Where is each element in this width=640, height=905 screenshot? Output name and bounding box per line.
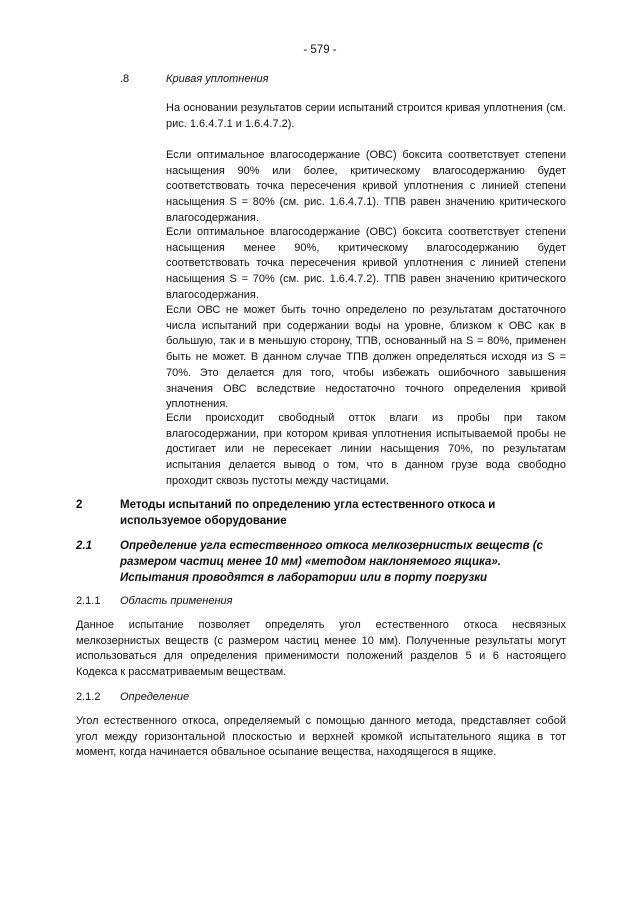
item-8-paragraph-1: На основании результатов серии испытаний строится кривая уплотнения (см. рис. 1.6.4.7.1 и 1.6.4.7.2).: [166, 102, 566, 130]
section-2-1-1-number: 2.1.1: [76, 595, 101, 607]
item-8-paragraph-5: Если происходит свободный отток влаги из пробы при таком влагосодержании, при котором кривая уплотнения испытываемой пробы не достигает или не пересекает линии насыщения 70%, по результатам испытания делается вывод о том, что в данном грузе вода свободно проходит сквозь пустоты между частицами.: [166, 412, 566, 487]
section-2-1-title: Определение угла естественного откоса мелкозернистых веществ (с размером частиц менее 10 мм) «методом наклоняемого ящика». Испытания проводятся в лаборатории или в порту погрузки: [120, 540, 543, 584]
section-2-number: 2: [76, 499, 83, 511]
item-8-number: .8: [120, 73, 130, 85]
section-2-1-1-text: Данное испытание позволяет определять угол естественного откоса несвязных мелкозернистых веществ (с размером частиц менее 10 мм). Полученные результаты могут использоваться для определения применимости положений разделов 5 и 6 настоящего Кодекса к рассматриваемым веществам.: [76, 619, 566, 679]
section-2-1-2-number: 2.1.2: [76, 691, 101, 703]
item-8-paragraph-2: Если оптимальное влагосодержание (ОВС) боксита соответствует степени насыщения 90% или более, критическому влагосодержанию будет соответствовать точка пересечения кривой уплотнения с линией степени насыщения S = 80% (см. рис. 1.6.4.7.1). ТПВ равен значению критического влагосодержания.: [166, 149, 566, 224]
item-8-title: Кривая уплотнения: [166, 73, 269, 85]
item-8-paragraph-4: Если ОВС не может быть точно определено по результатам достаточного числа испытаний при содержании воды на уровне, близком к ОВС как в большую, так и в меньшую сторону, ТПВ, основанный на S = 80%, применен быть не может. В данном случае ТПВ должен определяться исходя из S = 70%. Это делается для того, чтобы избежать ошибочного завышения значения ОВС вследствие недостаточно точного определения кривой уплотнения.: [166, 304, 566, 411]
section-2-1-2-title: Определение: [120, 691, 190, 703]
page-number: - 579 -: [303, 44, 337, 56]
section-2-1-number: 2.1: [76, 540, 92, 552]
section-2-1-2-text: Угол естественного откоса, определяемый с помощью данного метода, представляет собой угол между горизонтальной плоскостью и верхней кромкой испытательного ящика в тот момент, когда начинается обвальное осыпание вещества, находящегося в ящике.: [76, 715, 566, 759]
item-8-paragraph-3: Если оптимальное влагосодержание (ОВС) боксита соответствует степени насыщения менее 90%, критическому влагосодержанию будет соответствовать точка пересечения кривой уплотнения с линией степени насыщения S = 70% (см. рис. 1.6.4.7.2). ТПВ равен значению критического влагосодержания.: [166, 226, 566, 301]
section-2-1-1-title: Область применения: [120, 595, 233, 607]
section-2-title: Методы испытаний по определению угла естественного откоса и используемое оборудование: [120, 499, 496, 527]
